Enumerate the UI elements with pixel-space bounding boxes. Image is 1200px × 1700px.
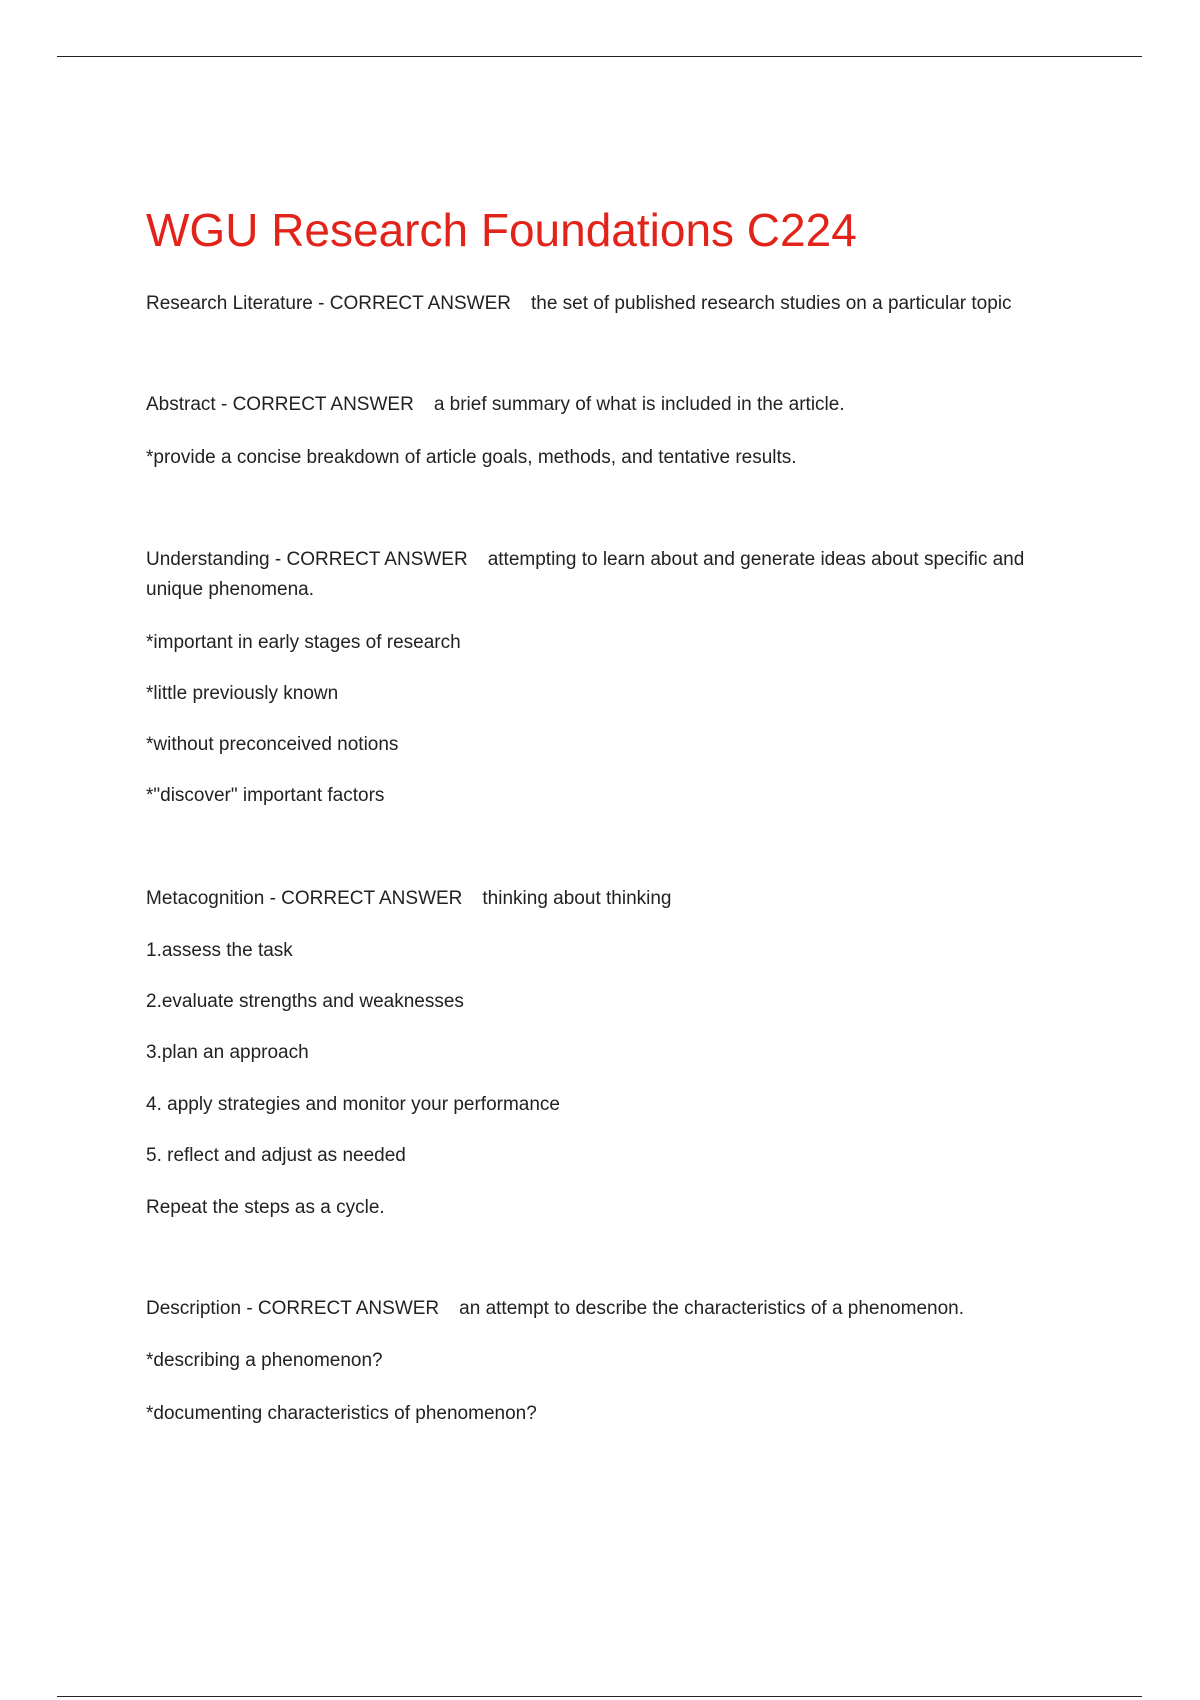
entry-definition: attempting to learn about and generate ideas about specific and unique phenomena. xyxy=(146,549,1025,600)
entry-term: Description - CORRECT ANSWER xyxy=(146,1298,440,1319)
entry-note: Repeat the steps as a cycle. xyxy=(146,1197,385,1218)
header-rule xyxy=(57,56,1142,57)
entry-note: 2.evaluate strengths and weaknesses xyxy=(146,991,464,1012)
entry-note: *without preconceived notions xyxy=(146,734,399,755)
entry-note: *little previously known xyxy=(146,683,339,704)
entry-note: *"discover" important factors xyxy=(146,785,385,806)
entry-definition: the set of published research studies on a particular topic xyxy=(530,293,1012,314)
entry-note: 5. reflect and adjust as needed xyxy=(146,1145,406,1166)
entry-term: Research Literature - CORRECT ANSWER xyxy=(146,293,511,314)
entry-note: *describing a phenomenon? xyxy=(146,1350,383,1371)
entry-metacognition xyxy=(146,884,672,914)
entry-term: Abstract - CORRECT ANSWER xyxy=(146,394,414,415)
entry-abstract xyxy=(146,390,845,420)
entry-definition: an attempt to describe the characteristics of a phenomenon. xyxy=(459,1298,965,1319)
entry-definition: a brief summary of what is included in the article. xyxy=(433,394,845,415)
footer-rule xyxy=(57,1696,1142,1697)
entry-note: 1.assess the task xyxy=(146,940,293,961)
entry-note: 3.plan an approach xyxy=(146,1042,309,1063)
entry-definition: thinking about thinking xyxy=(482,888,672,909)
entry-note: *documenting characteristics of phenomenon? xyxy=(146,1403,537,1424)
entry-note: *provide a concise breakdown of article goals, methods, and tentative results. xyxy=(146,447,797,468)
entry-understanding xyxy=(146,545,1076,605)
entry-term: Understanding - CORRECT ANSWER xyxy=(146,549,468,570)
entry-research-literature xyxy=(146,289,1012,319)
entry-term: Metacognition - CORRECT ANSWER xyxy=(146,888,463,909)
entry-note: 4. apply strategies and monitor your performance xyxy=(146,1094,560,1115)
entry-note: *important in early stages of research xyxy=(146,632,461,653)
entry-description xyxy=(146,1294,964,1324)
document-title: WGU Research Foundations C224 xyxy=(146,204,857,256)
